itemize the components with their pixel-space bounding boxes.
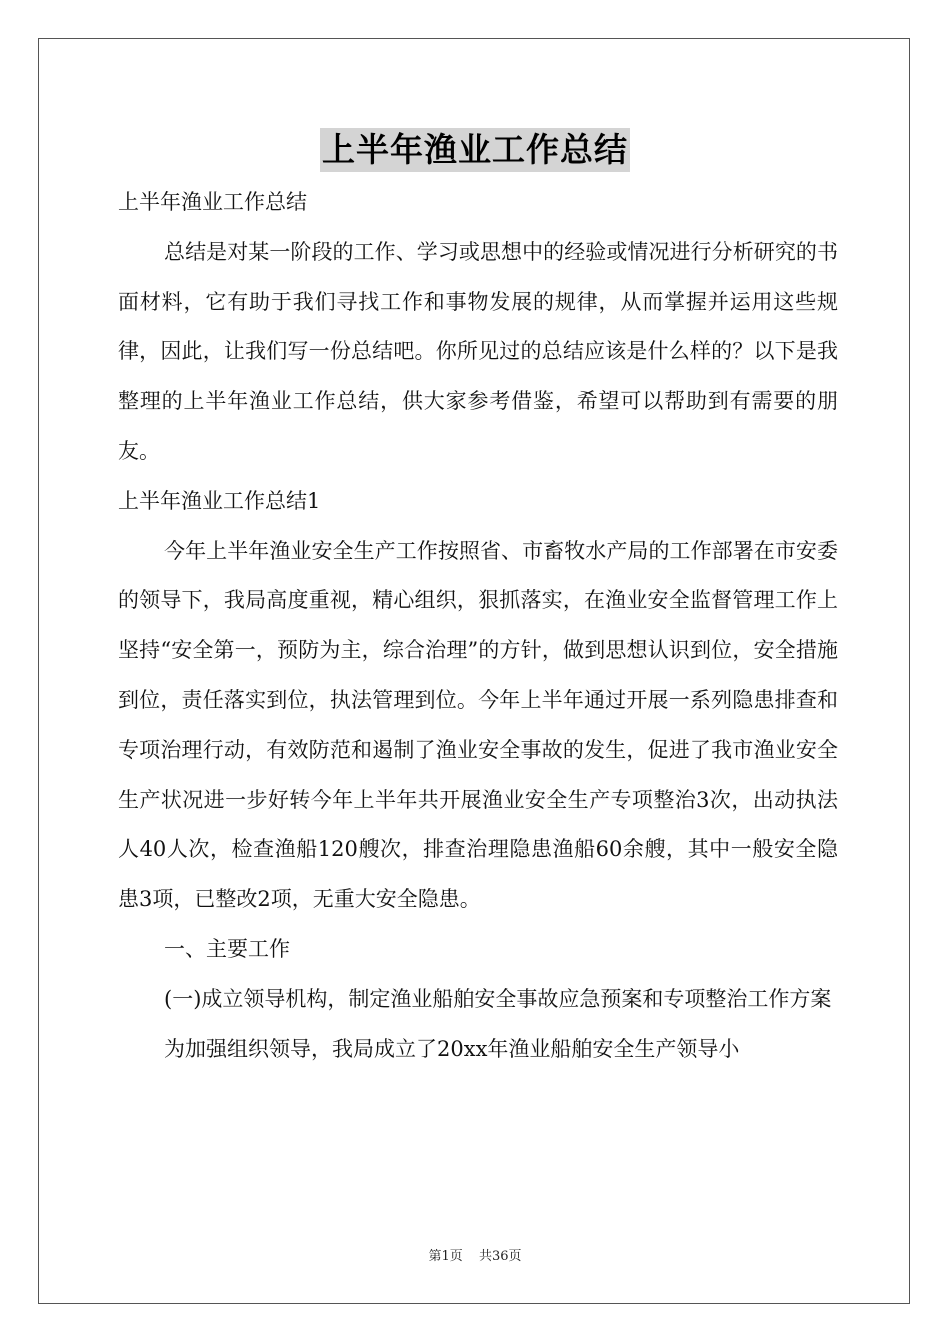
page-total: 共36页 <box>478 1249 522 1264</box>
page-footer <box>0 1245 950 1264</box>
paragraph: 为加强组织领导，我局成立了20xx年渔业船舶安全生产领导小 <box>164 1036 740 1061</box>
page-number: 第1页 <box>428 1249 463 1264</box>
paragraph: 今年上半年渔业安全生产工作按照省、市畜牧水产局的工作部署在市安委的领导下，我局高度重视，精心组织，狠抓落实，在渔业安全监督管理工作上坚持“安全第一，预防为主，综合治理”的方针，做到思想认识到位，安全措施到位，责任落实到位，执法管理到位。今年上半年通过开展一系列隐患排查和专项治理行动，有效防范和遏制了渔业安全事故的发生，促进了我市渔业安全生产状况进一步好转今年上半年共开展渔业安全生产专项整治3次，出动执法人40人次，检查渔船120艘次，排查治理隐患渔船60余艘，其中一般安全隐患3项，已整改2项，无重大安全隐患。 <box>118 538 838 912</box>
paragraph: 上半年渔业工作总结 <box>118 190 307 214</box>
paragraph: 一、主要工作 <box>164 936 290 961</box>
paragraph: (一)成立领导机构，制定渔业船舶安全事故应急预案和专项整治工作方案 <box>164 986 832 1011</box>
document-title: 上半年渔业工作总结 <box>320 128 630 172</box>
document-body <box>118 178 838 1074</box>
title-area <box>0 128 950 172</box>
paragraph: 上半年渔业工作总结1 <box>118 488 321 513</box>
paragraph: 总结是对某一阶段的工作、学习或思想中的经验或情况进行分析研究的书面材料，它有助于我们寻找工作和事物发展的规律，从而掌握并运用这些规律，因此，让我们写一份总结吧。你所见过的总结应该是什么样的？以下是我整理的上半年渔业工作总结，供大家参考借鉴，希望可以帮助到有需要的朋友。 <box>118 239 838 463</box>
